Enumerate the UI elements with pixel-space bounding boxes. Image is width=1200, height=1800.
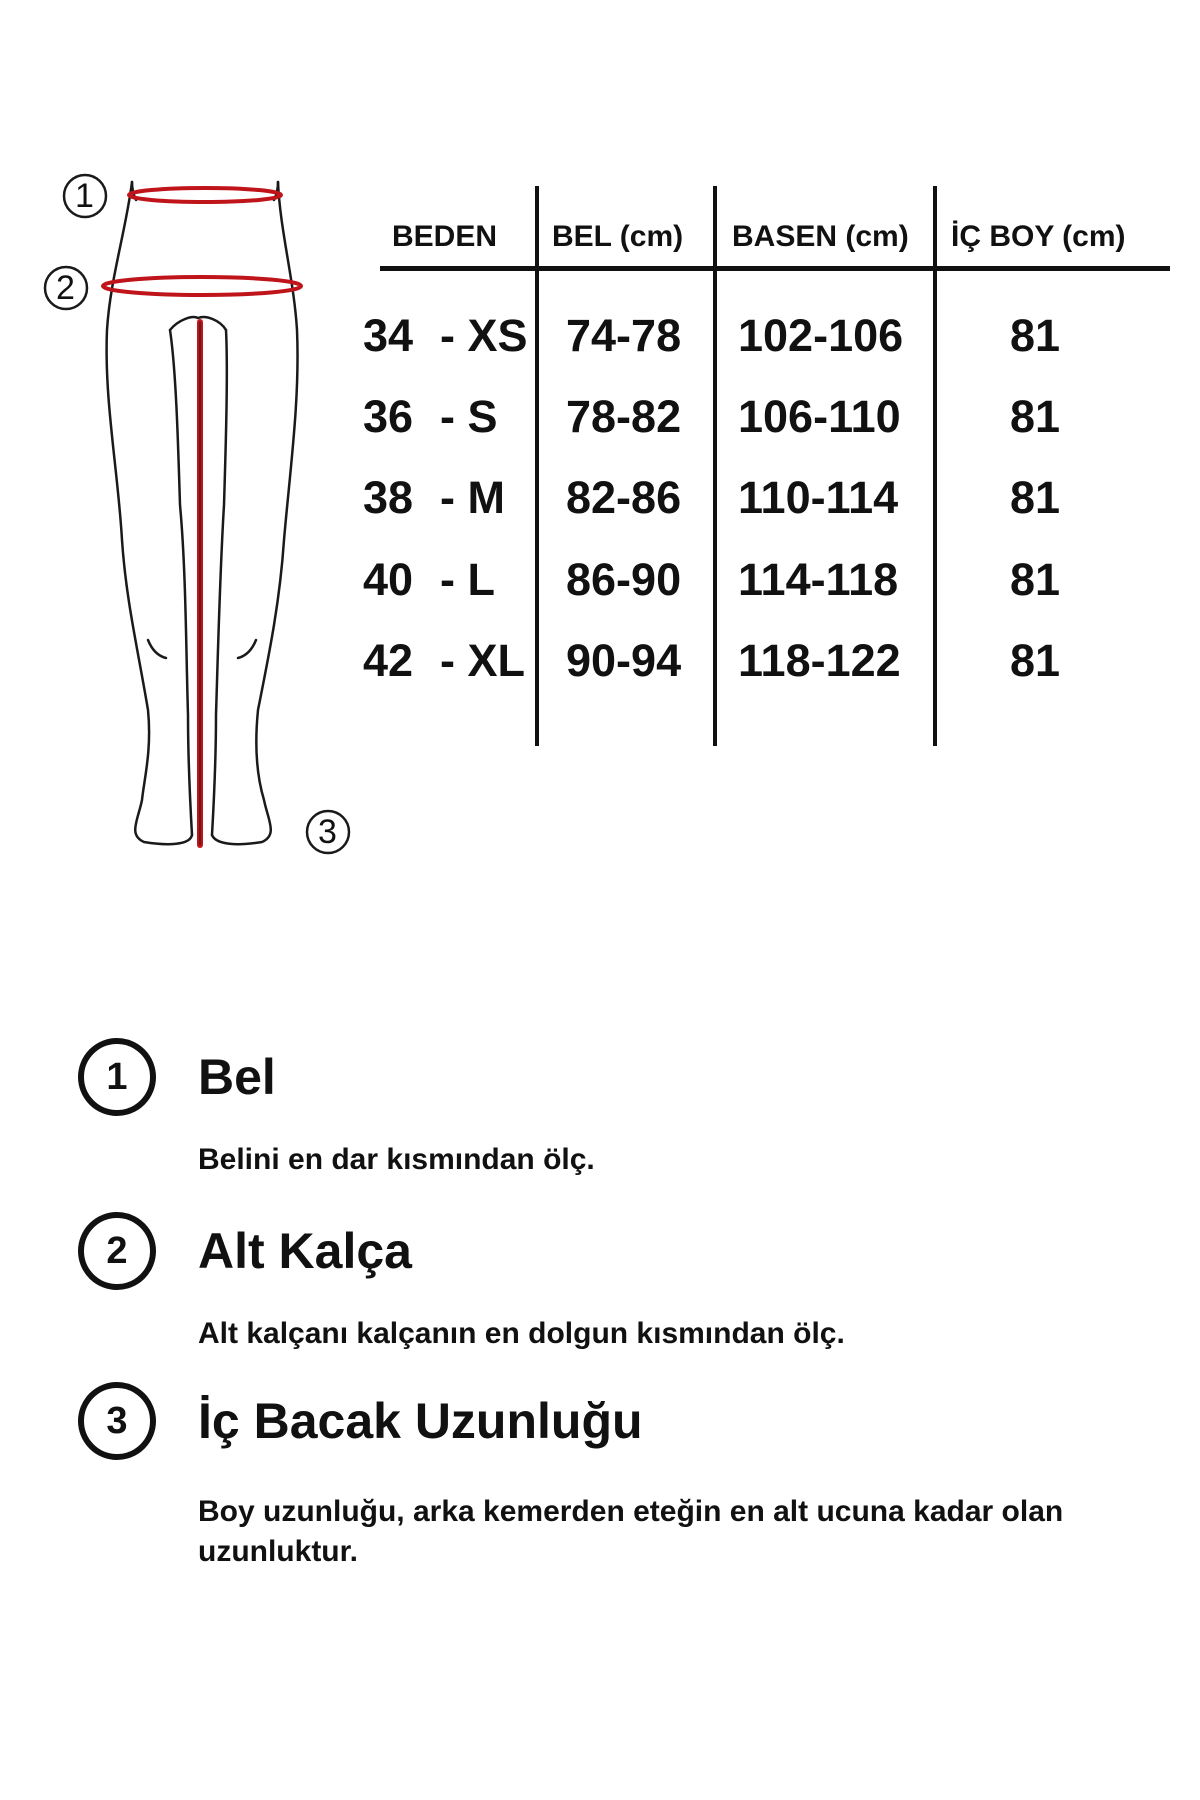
legend-description: Alt kalçanı kalçanın en dolgun kısmından ölç. [198,1317,845,1350]
legend-item-inseam [78,1382,1158,1582]
inseam-value: 81 [1010,554,1061,605]
header-beden: BEDEN [392,220,498,253]
size-letter: - M [440,472,505,523]
hip-range: 110-114 [738,472,899,523]
legend-title: Bel [198,1049,276,1105]
table-row [360,635,1170,695]
header-divider [380,266,1170,271]
hip-range: 106-110 [738,391,901,442]
legend-title: Alt Kalça [198,1223,412,1279]
inseam-value: 81 [1010,635,1061,686]
size-number: 36 [363,391,414,442]
legend-title: İç Bacak Uzunluğu [198,1393,643,1449]
waist-range: 90-94 [566,635,682,686]
marker-3-label: 3 [318,813,337,851]
hip-range: 118-122 [738,635,901,686]
size-number: 40 [363,554,414,605]
hip-range: 102-106 [738,310,904,361]
hip-range: 114-118 [738,554,899,605]
size-number: 38 [363,472,414,523]
inseam-value: 81 [1010,391,1061,442]
inseam-value: 81 [1010,472,1061,523]
table-row [360,472,1170,532]
hip-measure-line [103,277,301,295]
size-number: 34 [363,310,414,361]
legend-description: Belini en dar kısmından ölç. [198,1143,595,1176]
header-bel: BEL (cm) [552,220,684,253]
size-letter: - L [440,554,495,605]
waist-range: 86-90 [566,554,682,605]
size-table [360,186,1170,746]
size-letter: - XS [440,310,528,361]
legend-item-hip [78,1212,1158,1362]
waist-range: 82-86 [566,472,682,523]
marker-1-label: 1 [75,177,94,215]
table-row [360,391,1170,451]
size-letter: - XL [440,635,525,686]
legend-number-badge: 2 [78,1212,156,1290]
table-row [360,310,1170,370]
header-basen: BASEN (cm) [732,220,909,253]
legend-description: Boy uzunluğu, arka kemerden eteğin en alt ucuna kadar olan uzunluktur. [198,1495,1064,1568]
measurement-figure [40,170,370,860]
marker-2-label: 2 [56,269,75,307]
size-number: 42 [363,635,414,686]
waist-range: 78-82 [566,391,682,442]
legend-number-badge: 1 [78,1038,156,1116]
legend-number-badge: 3 [78,1382,156,1460]
header-ic-boy: İÇ BOY (cm) [951,220,1126,253]
size-letter: - S [440,391,498,442]
inseam-value: 81 [1010,310,1061,361]
leg-outline-illustration [40,170,370,860]
waist-measure-line [129,188,281,202]
waist-range: 74-78 [566,310,682,361]
table-row [360,554,1170,614]
legend-item-waist [78,1038,1158,1188]
